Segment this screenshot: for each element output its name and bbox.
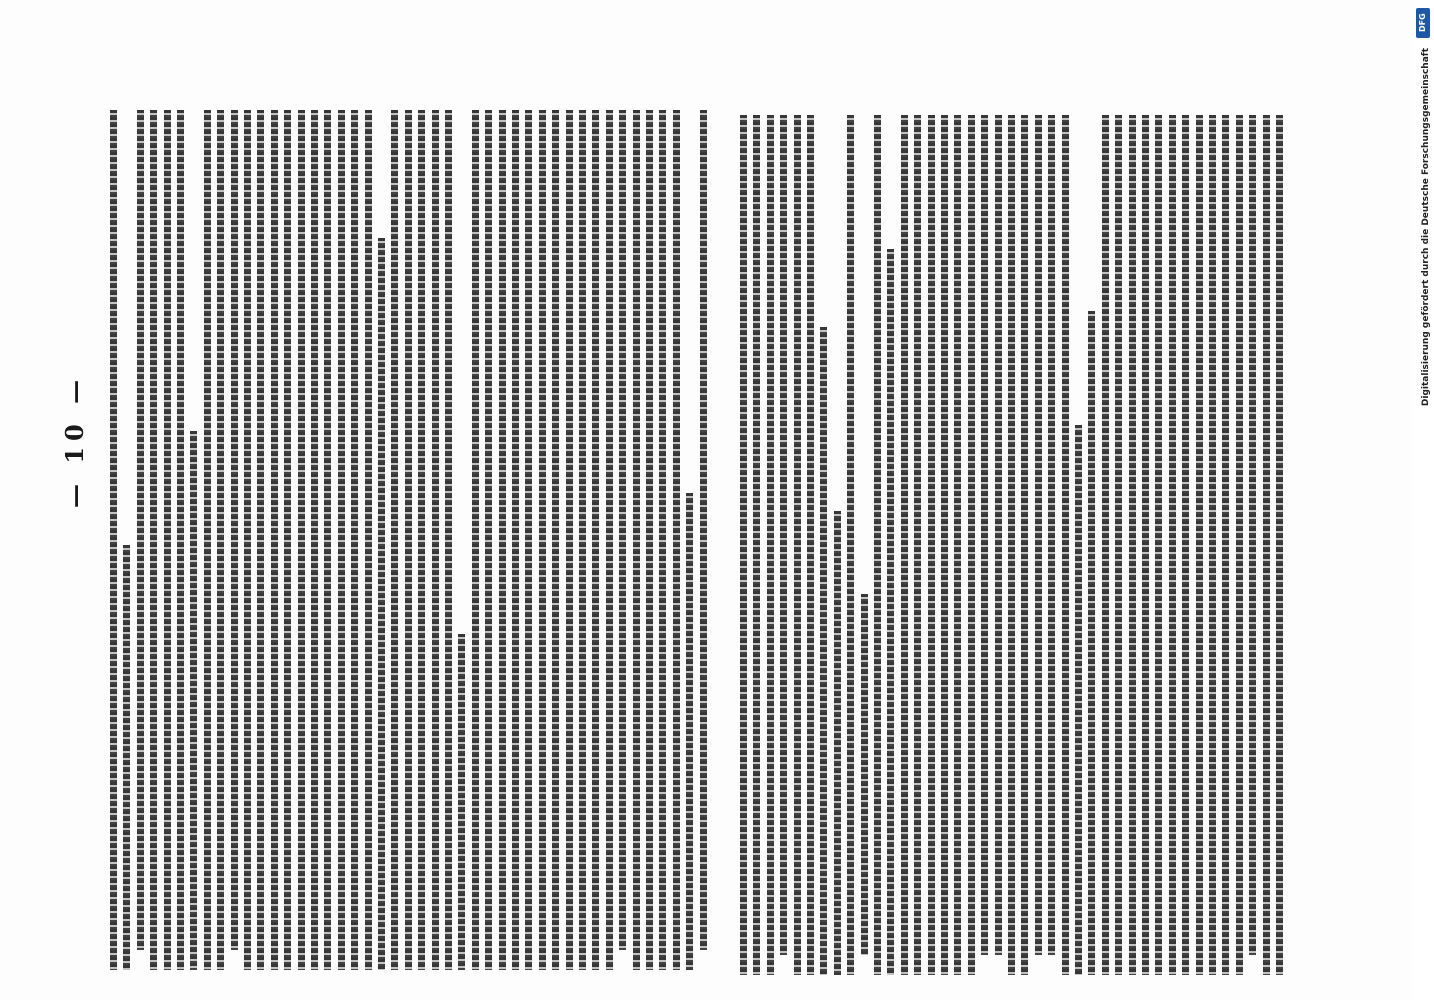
text-line (633, 110, 640, 970)
text-line (1155, 115, 1162, 975)
text-line (1209, 115, 1216, 975)
text-line (177, 110, 184, 970)
text-line (820, 327, 827, 975)
text-line (418, 110, 425, 970)
text-line (700, 110, 707, 950)
text-line (1222, 115, 1229, 975)
text-line (928, 115, 935, 975)
text-line (271, 110, 278, 970)
text-line (190, 431, 197, 970)
text-line (257, 110, 264, 970)
text-line (686, 493, 693, 970)
text-line (592, 110, 599, 970)
text-line (606, 110, 613, 970)
digitization-credit: Digitalisierung gefördert durch die Deutsche Forschungsgemeinschaft (1421, 48, 1431, 407)
text-line (981, 115, 988, 955)
text-line (1008, 115, 1015, 975)
text-line (847, 115, 854, 975)
text-line (1142, 115, 1149, 975)
text-line (432, 110, 439, 970)
text-line (1102, 115, 1109, 975)
text-line (298, 110, 305, 970)
text-line (311, 110, 318, 970)
text-line (351, 110, 358, 970)
text-line (485, 110, 492, 970)
text-line (231, 110, 238, 950)
text-line (164, 110, 171, 970)
text-line (391, 110, 398, 970)
text-line (110, 110, 117, 970)
dfg-logo (1416, 8, 1430, 38)
text-line (499, 110, 506, 970)
text-line (338, 110, 345, 970)
text-column-left (110, 90, 730, 990)
text-column-right (740, 95, 1300, 995)
text-line (646, 110, 653, 970)
text-line (619, 110, 626, 950)
text-line (1236, 115, 1243, 975)
text-line (1021, 115, 1028, 975)
text-line (552, 110, 559, 970)
text-line (954, 115, 961, 975)
text-line (753, 115, 760, 975)
text-line (861, 594, 868, 955)
text-line (673, 110, 680, 970)
text-line (150, 110, 157, 970)
text-line (1115, 115, 1122, 975)
text-line (1048, 115, 1055, 955)
text-line (941, 115, 948, 975)
text-line (217, 110, 224, 970)
text-line (1182, 115, 1189, 975)
text-line (1075, 425, 1082, 975)
text-line (740, 115, 747, 975)
text-line (1062, 115, 1069, 975)
text-line (458, 634, 465, 970)
text-line (901, 115, 908, 975)
text-line (365, 110, 372, 970)
text-line (525, 110, 532, 970)
text-line (1129, 115, 1136, 975)
text-line (324, 110, 331, 970)
text-line (579, 110, 586, 970)
dfg-logo-text: DFG (1418, 13, 1427, 33)
text-line (659, 110, 666, 970)
text-line (244, 110, 251, 970)
text-line (1263, 115, 1270, 975)
text-line (1088, 311, 1095, 975)
text-line (874, 115, 881, 975)
text-line (887, 249, 894, 975)
text-line (1035, 115, 1042, 955)
text-line (378, 238, 385, 970)
text-line (995, 115, 1002, 955)
text-line (123, 545, 130, 970)
text-line (1169, 115, 1176, 975)
text-line (794, 115, 801, 975)
page-number: — 10 — (60, 373, 89, 508)
text-line (137, 110, 144, 950)
text-line (405, 110, 412, 970)
text-line (1196, 115, 1203, 975)
text-line (968, 115, 975, 975)
text-line (445, 110, 452, 970)
text-line (807, 115, 814, 975)
text-line (539, 110, 546, 970)
text-line (767, 115, 774, 975)
text-line (284, 110, 291, 970)
text-line (834, 511, 841, 975)
text-line (472, 110, 479, 970)
text-line (1249, 115, 1256, 955)
text-line (204, 110, 211, 970)
text-line (512, 110, 519, 970)
text-line (780, 115, 787, 955)
text-line (914, 115, 921, 975)
text-line (1276, 115, 1283, 975)
text-line (566, 110, 573, 970)
